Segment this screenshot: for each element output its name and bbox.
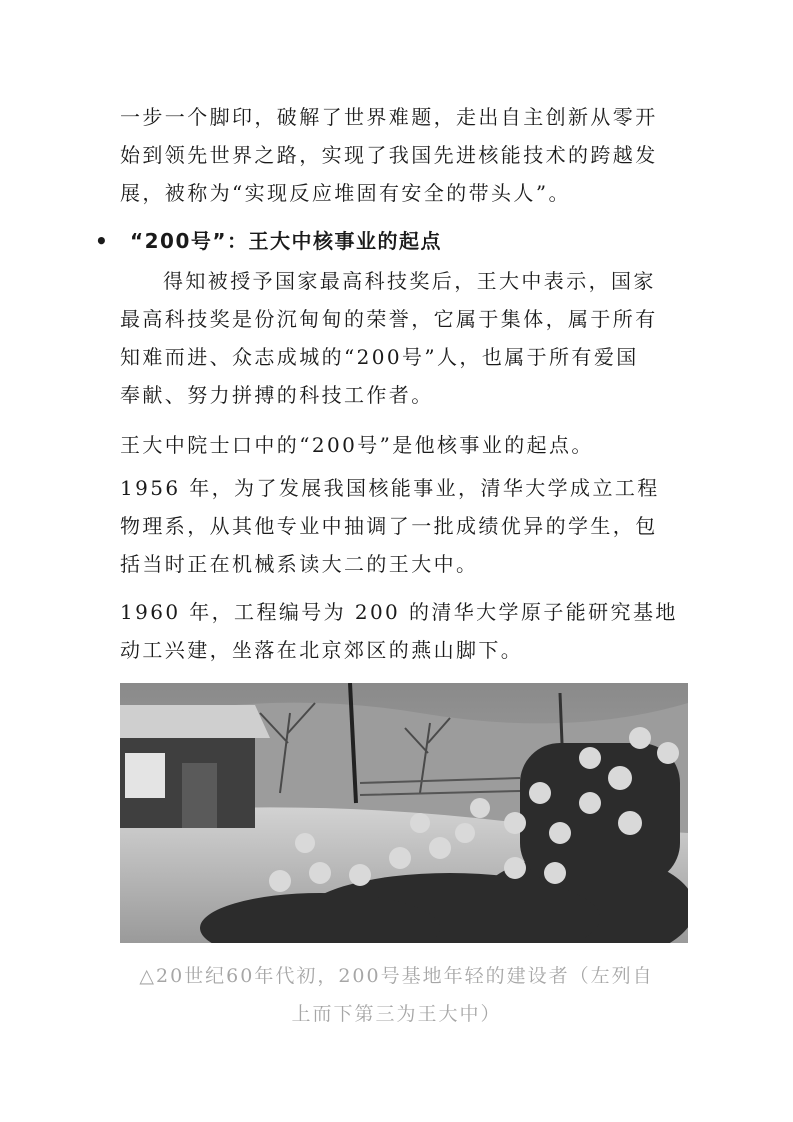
photo-caption — [115, 957, 678, 1033]
paragraph-award — [120, 262, 673, 414]
text-line: 1960 年，工程编号为 200 的清华大学原子能研究基地 — [120, 600, 678, 624]
section-heading-text: “200号”：王大中核事业的起点 — [130, 229, 443, 253]
intro-paragraph — [120, 98, 673, 212]
text-line: 物理系，从其他专业中抽调了一批成绩优异的学生，包 — [120, 514, 658, 538]
caption-line: 上而下第三为王大中） — [291, 1003, 502, 1025]
section-heading — [95, 222, 695, 260]
text-line: 奉献、努力拼搏的科技工作者。 — [120, 383, 434, 407]
paragraph-1960 — [120, 593, 678, 669]
text-line: 1956 年，为了发展我国核能事业，清华大学成立工程 — [120, 476, 660, 500]
text-line: 始到领先世界之路，实现了我国先进核能技术的跨越发 — [120, 143, 658, 167]
caption-line: △20世纪60年代初，200号基地年轻的建设者（左列自 — [139, 965, 654, 987]
text-line: 得知被授予国家最高科技奖后，王大中表示，国家 — [163, 269, 656, 293]
text-line: 动工兴建，坐落在北京郊区的燕山脚下。 — [120, 638, 524, 662]
text-line: 一步一个脚印，破解了世界难题，走出自主创新从零开 — [120, 105, 658, 129]
paragraph-1956 — [120, 469, 673, 583]
text-line: 王大中院士口中的“200号”是他核事业的起点。 — [120, 433, 594, 457]
paragraph-origin — [120, 426, 673, 464]
group-photo-illustration — [120, 683, 688, 943]
text-line: 最高科技奖是份沉甸甸的荣誉，它属于集体，属于所有 — [120, 307, 658, 331]
text-line: 括当时正在机械系读大二的王大中。 — [120, 552, 479, 576]
bullet-icon: • — [95, 229, 110, 253]
historical-photo — [120, 683, 688, 943]
text-line: 展，被称为“实现反应堆固有安全的带头人”。 — [120, 181, 571, 205]
text-line: 知难而进、众志成城的“200号”人，也属于所有爱国 — [120, 345, 639, 369]
